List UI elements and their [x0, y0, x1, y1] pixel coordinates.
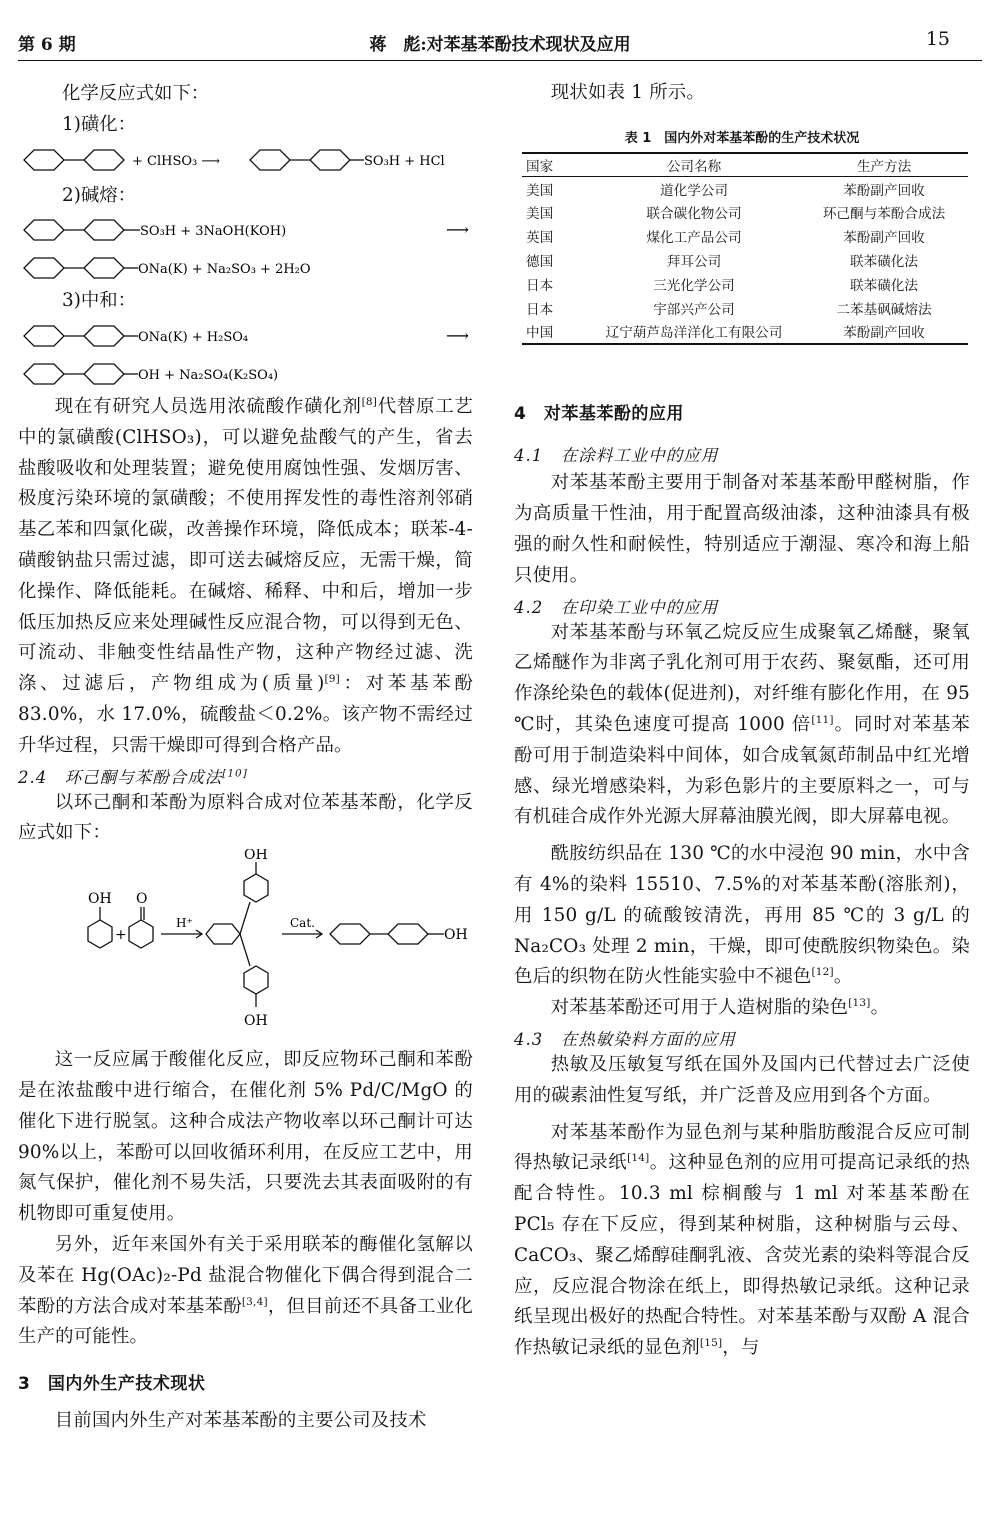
- right-column: [514, 78, 970, 1364]
- section-4-1-heading: 4.1 在涂料工业中的应用: [514, 446, 719, 466]
- scheme-plus: +: [115, 927, 127, 944]
- paragraph-table-ref: 现状如表 1 所示。: [550, 82, 705, 103]
- col-header-method: 生产方法: [800, 153, 968, 177]
- citation: [9]: [324, 673, 340, 686]
- table-header-row: [522, 153, 968, 177]
- scheme-acid-label: H⁺: [176, 916, 193, 931]
- section-4-heading: 4 对苯基苯酚的应用: [514, 404, 684, 425]
- step-sulfonation: 1)磺化：: [62, 114, 137, 135]
- step-alkali-fusion: 2)碱熔：: [62, 185, 137, 206]
- citation: [12]: [811, 966, 834, 979]
- eq1-reagents: + ClHSO₃ ⟶: [132, 154, 221, 169]
- citation: [3,4]: [241, 1295, 268, 1308]
- cyclohexanone-phenol-scheme: [18, 849, 473, 1045]
- scheme-ketone-o: O: [136, 891, 148, 908]
- scheme-phenol-oh: OH: [88, 891, 112, 908]
- table-row: 中国 辽宁葫芦岛洋洋化工有限公司 苯酚副产回收: [526, 325, 925, 342]
- table-row: 美国 道化学公司 苯酚副产回收: [526, 182, 925, 199]
- eq2-arrow: ⟶: [446, 220, 469, 239]
- left-column: [18, 78, 473, 1437]
- scheme-catalyst-label: Cat.: [290, 916, 315, 931]
- eq3-arrow: ⟶: [446, 326, 469, 345]
- citation: [11]: [811, 713, 834, 726]
- header-rule: [18, 60, 982, 61]
- col-header-country: 国家: [522, 153, 588, 177]
- paragraph-companies-intro: 目前国内外生产对苯基苯酚的主要公司及技术: [54, 1410, 427, 1432]
- alkali-fusion-equation: [18, 211, 473, 285]
- paragraph-acid-catalysis: 这一反应属于酸催化反应，即反应物环己酮和苯酚是在浓盐酸中进行缩合，在催化剂 5% Pd/C/MgO 的催化下进行脱氢。这种合成法产物收率以环己酮计可达 90%以上，苯酚可以回收循环利用，在反应工艺中，用氮气保护，催化剂不易失活，只要洗去其表面吸附的有机物即可重复使用。: [18, 1049, 473, 1225]
- paragraph-sulfuric-acid: 现在有研究人员选用浓硫酸作磺化剂[8]代替原工艺中的氯磺酸(ClHSO₃)，可以避免盐酸气的产生，省去盐酸吸收和处理装置；避免使用腐蚀性强、发烟厉害、极度污染环境的氯磺酸；不使用挥发性的毒性溶剂邻硝基乙苯和四氯化碳，改善操作环境，降低成本；联苯-4-磺酸钠盐只需过滤，即可送去碱熔反应，无需干燥，简化操作、降低能耗。在碱熔、稀释、中和后，增加一步低压加热反应来处理碱性反应混合物，可以得到无色、可流动、非触变性结晶性产物，这种产物经过滤、洗涤、过滤后，产物组成为(质量)[9]：对苯基苯酚 83.0%，水 17.0%，硫酸盐＜0.2%。该产物不需经过升华过程，只需干燥即可得到合格产品。: [18, 395, 473, 756]
- page-number: 15: [925, 28, 950, 50]
- paragraph-resin-dyeing: 对苯基苯酚还可用于人造树脂的染色[13]。: [550, 997, 890, 1019]
- eq3-reactants: ONa(K) + H₂SO₄: [138, 330, 249, 345]
- col-header-company: 公司名称: [588, 153, 800, 177]
- neutralization-equation: [18, 316, 473, 392]
- citation: [13]: [848, 997, 871, 1009]
- citation: [14]: [627, 1152, 650, 1165]
- reaction-intro: 化学反应式如下：: [62, 83, 210, 104]
- table-row: 英国 煤化工产品公司 苯酚副产回收: [526, 230, 925, 247]
- paragraph-developer: 对苯基苯酚作为显色剂与某种脂肪酸混合反应可制得热敏记录纸[14]。这种显色剂的应用可提高记录纸的热配合特性。10.3 ml 棕榈酸与 1 ml 对苯基苯酚在 PCl₅ 存在下反应，得到某种树脂，这种树脂与云母、CaCO₃、聚乙烯醇硅酮乳液、含荧光素的染料等混合反应，反应混合物涂在纸上，即得热敏记录纸。这种记录纸呈现出极好的热配合特性。对苯基苯酚与双酚 A 混合作热敏记录纸的显色剂[15]，与: [514, 1121, 970, 1359]
- production-table: [522, 152, 968, 346]
- paragraph-cyclohexanone-intro: 以环己酮和苯酚为原料合成对位苯基苯酚，化学反应式如下：: [18, 791, 473, 844]
- scheme-bisphenol-oh-top: OH: [244, 849, 268, 864]
- paragraph-amide-textile: 酰胺纺织品在 130 ℃的水中浸泡 90 min，水中含有 4%的染料 15510、7.5%的对苯基苯酚(溶胀剂)，用 150 g/L 的硫酸铵清洗，再用 85 ℃的 3 g/L 的 Na₂CO₃ 处理 2 min，干燥，即可使酰胺织物染色。染色后的织物在防火性能实验中不褪色[12]。: [514, 843, 970, 988]
- table-row: 德国 拜耳公司 联苯磺化法: [526, 254, 918, 271]
- paragraph-other-methods: 另外，近年来国外有关于采用联苯的酶催化氢解以及苯在 Hg(OAc)₂-Pd 盐混合物催化下偶合得到混合二苯酚的方法合成对苯基苯酚[3,4]，但目前还不具备工业化生产的可能性。: [18, 1233, 473, 1348]
- eq2-reactants: SO₃H + 3NaOH(KOH): [140, 224, 287, 239]
- table-row: 美国 联合碳化物公司 环己酮与苯酚合成法: [526, 206, 946, 223]
- scheme-bisphenol-oh-bottom: OH: [244, 1013, 268, 1030]
- step-neutralization: 3)中和：: [62, 290, 137, 311]
- eq3-products: OH + Na₂SO₄(K₂SO₄): [138, 368, 279, 383]
- table-row: 日本 宇部兴产公司 二苯基砜碱熔法: [526, 301, 932, 318]
- section-2-4-heading: 2.4 环己酮与苯酚合成法[10]: [18, 767, 248, 787]
- eq2-products: ONa(K) + Na₂SO₃ + 2H₂O: [138, 262, 311, 277]
- table-caption: 表 1 国内外对苯基苯酚的生产技术状况: [624, 130, 860, 146]
- table-row: 日本 三光化学公司 联苯磺化法: [526, 277, 918, 294]
- citation: [15]: [699, 1336, 723, 1349]
- citation: [8]: [361, 395, 378, 408]
- issue-number: 第 6 期: [18, 35, 76, 55]
- running-title: 蒋 彪:对苯基苯酚技术现状及应用: [369, 35, 631, 55]
- paragraph-thermal-paper: 热敏及压敏复写纸在国外及国内已代替过去广泛使用的碳素油性复写纸，并广泛普及应用到各个方面。: [514, 1053, 970, 1106]
- section-3-heading: 3 国内外生产技术现状: [18, 1374, 206, 1395]
- paragraph-dyeing: 对苯基苯酚与环氧乙烷反应生成聚氧乙烯醚，聚氧乙烯醚作为非离子乳化剂可用于农药、聚氨酯，还可用作涤纶染色的载体(促进剂)，对纤维有膨化作用，在 95 ℃时，其染色速度可提高 1000 倍[11]。同时对苯基苯酚可用于制造染料中间体，如合成氧氮茚制品中红光增感、绿光增感染料，为彩色影片的主要原料之一，可与有机硅合成作外光源大屏幕油膜光阀，即大屏幕电视。: [514, 621, 970, 828]
- section-4-3-heading: 4.3 在热敏染料方面的应用: [514, 1029, 736, 1049]
- sulfonation-equation: [18, 140, 473, 180]
- section-4-2-heading: 4.2 在印染工业中的应用: [514, 597, 719, 617]
- scheme-product-oh: OH: [444, 927, 468, 944]
- eq1-products: SO₃H + HCl: [364, 154, 445, 169]
- paragraph-coatings: 对苯基苯酚主要用于制备对苯基苯酚甲醛树脂，作为高质量干性油，用于配置高级油漆，这种油漆具有极强的耐久性和耐候性，特别适应于潮湿、寒冷和海上船只使用。: [514, 472, 970, 586]
